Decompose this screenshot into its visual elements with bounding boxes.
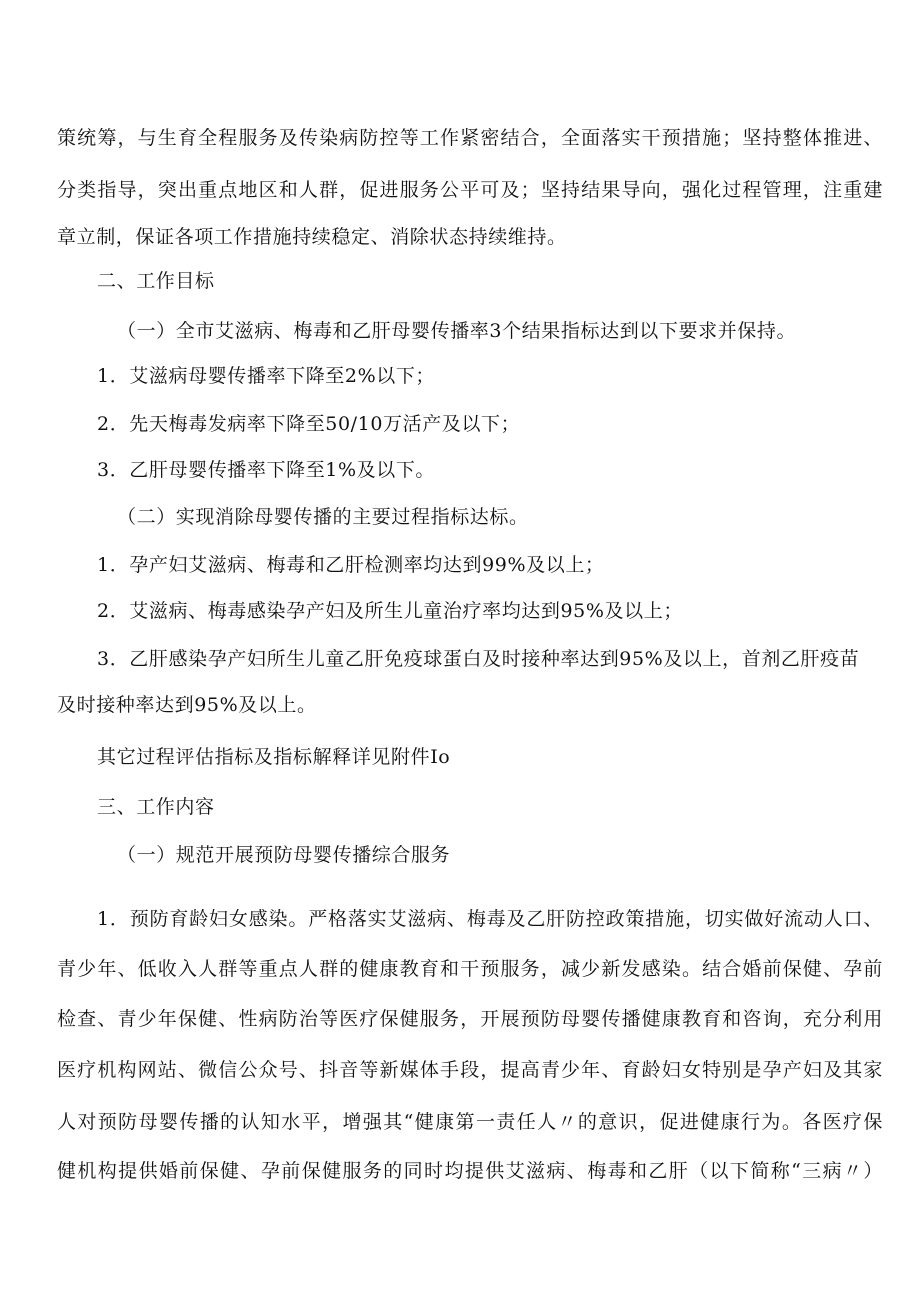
paragraph-line: 其它过程评估指标及指标解释详见附件Io	[97, 746, 451, 768]
list-item: 2．先天梅毒发病率下降至50/10万活产及以下；	[97, 413, 521, 435]
paragraph-line: 1．预防育龄妇女感染。严格落实艾滋病、梅毒及乙肝防控政策措施，切实做好流动人口、	[97, 908, 883, 930]
paragraph-line: 章立制，保证各项工作措施持续稳定、消除状态持续维持。	[57, 226, 567, 248]
subsection-heading: （一）全市艾滋病、梅毒和乙肝母婴传播率3个结果指标达到以下要求并保持。	[117, 320, 797, 342]
subsection-heading: （一）规范开展预防母婴传播综合服务	[117, 844, 451, 866]
paragraph-line: 分类指导，突出重点地区和人群，促进服务公平可及；坚持结果导向，强化过程管理，注重建	[57, 179, 883, 201]
paragraph-line: 青少年、低收入人群等重点人群的健康教育和干预服务，减少新发感染。结合婚前保健、孕前	[57, 958, 883, 980]
list-item: 1．艾滋病母婴传播率下降至2%以下；	[97, 365, 436, 387]
section-heading: 三、工作内容	[97, 796, 215, 818]
paragraph-line: 策统筹，与生育全程服务及传染病防控等工作紧密结合，全面落实干预措施；坚持整体推进、	[57, 127, 883, 149]
list-item: 3．乙肝母婴传播率下降至1%及以下。	[97, 459, 436, 481]
paragraph-line: 人对预防母婴传播的认知水平，增强其“健康第一责任人〃的意识，促进健康行为。各医疗保	[57, 1111, 883, 1133]
paragraph-line: 医疗机构网站、微信公众号、抖音等新媒体手段，提高青少年、育龄妇女特别是孕产妇及其家	[57, 1059, 883, 1081]
list-item: 1．孕产妇艾滋病、梅毒和乙肝检测率均达到99%及以上；	[97, 554, 605, 576]
section-heading: 二、工作目标	[97, 270, 215, 292]
paragraph-line: 检查、青少年保健、性病防治等医疗保健服务，开展预防母婴传播健康教育和咨询，充分利用	[57, 1008, 883, 1030]
paragraph-line: 健机构提供婚前保健、孕前保健服务的同时均提供艾滋病、梅毒和乙肝（以下简称“三病〃）	[57, 1160, 883, 1182]
subsection-heading: （二）实现消除母婴传播的主要过程指标达标。	[117, 506, 529, 528]
list-item: 2．艾滋病、梅毒感染孕产妇及所生儿童治疗率均达到95%及以上；	[97, 600, 683, 622]
paragraph-line: 及时接种率达到95%及以上。	[57, 694, 317, 716]
list-item: 3．乙肝感染孕产妇所生儿童乙肝免疫球蛋白及时接种率达到95%及以上，首剂乙肝疫苗	[97, 648, 860, 670]
